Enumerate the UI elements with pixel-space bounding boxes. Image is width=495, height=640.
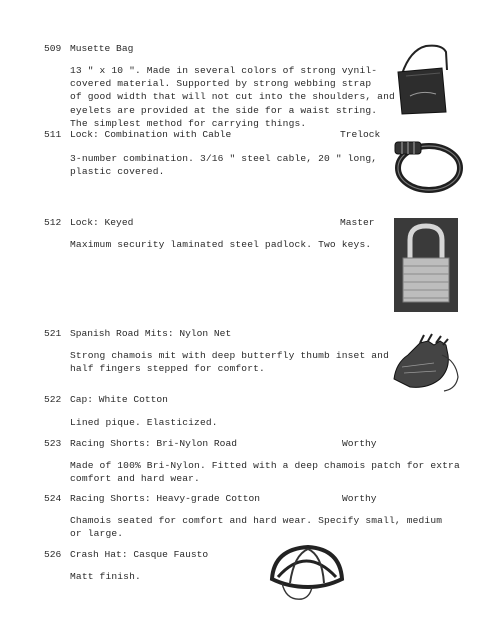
- item-heading: Racing Shorts: Bri-Nylon Road: [70, 438, 237, 449]
- item-heading: Crash Hat: Casque Fausto: [70, 549, 209, 560]
- item-number: 524: [44, 493, 62, 504]
- item-brand: Worthy: [342, 493, 377, 504]
- item-brand: Trelock: [340, 129, 381, 140]
- item-heading: Spanish Road Mits: Nylon Net: [70, 328, 232, 339]
- item-description: Lined pique. Elasticized.: [70, 417, 218, 428]
- item-number: 512: [44, 217, 62, 228]
- item-description: Matt finish.: [70, 571, 141, 582]
- item-number: 523: [44, 438, 62, 449]
- item-heading: Racing Shorts: Heavy-grade Cotton: [70, 493, 260, 504]
- item-description: 13 " x 10 ". Made in several colors of strong vynil- covered material. Supported by strong webbing strap of good width that will not cut into the shoulders, and eyelets are provided at the side for a waist string. The simplest method for carrying things.: [70, 65, 395, 129]
- road-mits-illustration: [390, 333, 460, 393]
- cable-lock-illustration: [393, 138, 465, 196]
- item-description: Strong chamois mit with deep butterfly thumb inset and half fingers stepped for comfort.: [70, 350, 389, 375]
- item-brand: Worthy: [342, 438, 377, 449]
- item-heading: Lock: Combination with Cable: [70, 129, 232, 140]
- item-brand: Master: [340, 217, 375, 228]
- item-number: 521: [44, 328, 62, 339]
- item-description: Maximum security laminated steel padlock. Two keys.: [70, 239, 372, 250]
- item-description: 3-number combination. 3/16 " steel cable, 20 " long, plastic covered.: [70, 153, 378, 178]
- item-description: Chamois seated for comfort and hard wear. Specify small, medium or large.: [70, 515, 443, 540]
- item-number: 509: [44, 43, 62, 54]
- item-heading: Lock: Keyed: [70, 217, 134, 228]
- item-number: 511: [44, 129, 62, 140]
- item-description: Made of 100% Bri-Nylon. Fitted with a deep chamois patch for extra comfort and hard wear.: [70, 460, 460, 485]
- padlock-illustration: [394, 218, 458, 312]
- item-number: 522: [44, 394, 62, 405]
- item-number: 526: [44, 549, 62, 560]
- musette-bag-illustration: [392, 42, 454, 116]
- crash-hat-illustration: [266, 543, 348, 603]
- item-heading: Musette Bag: [70, 43, 134, 54]
- item-heading: Cap: White Cotton: [70, 394, 168, 405]
